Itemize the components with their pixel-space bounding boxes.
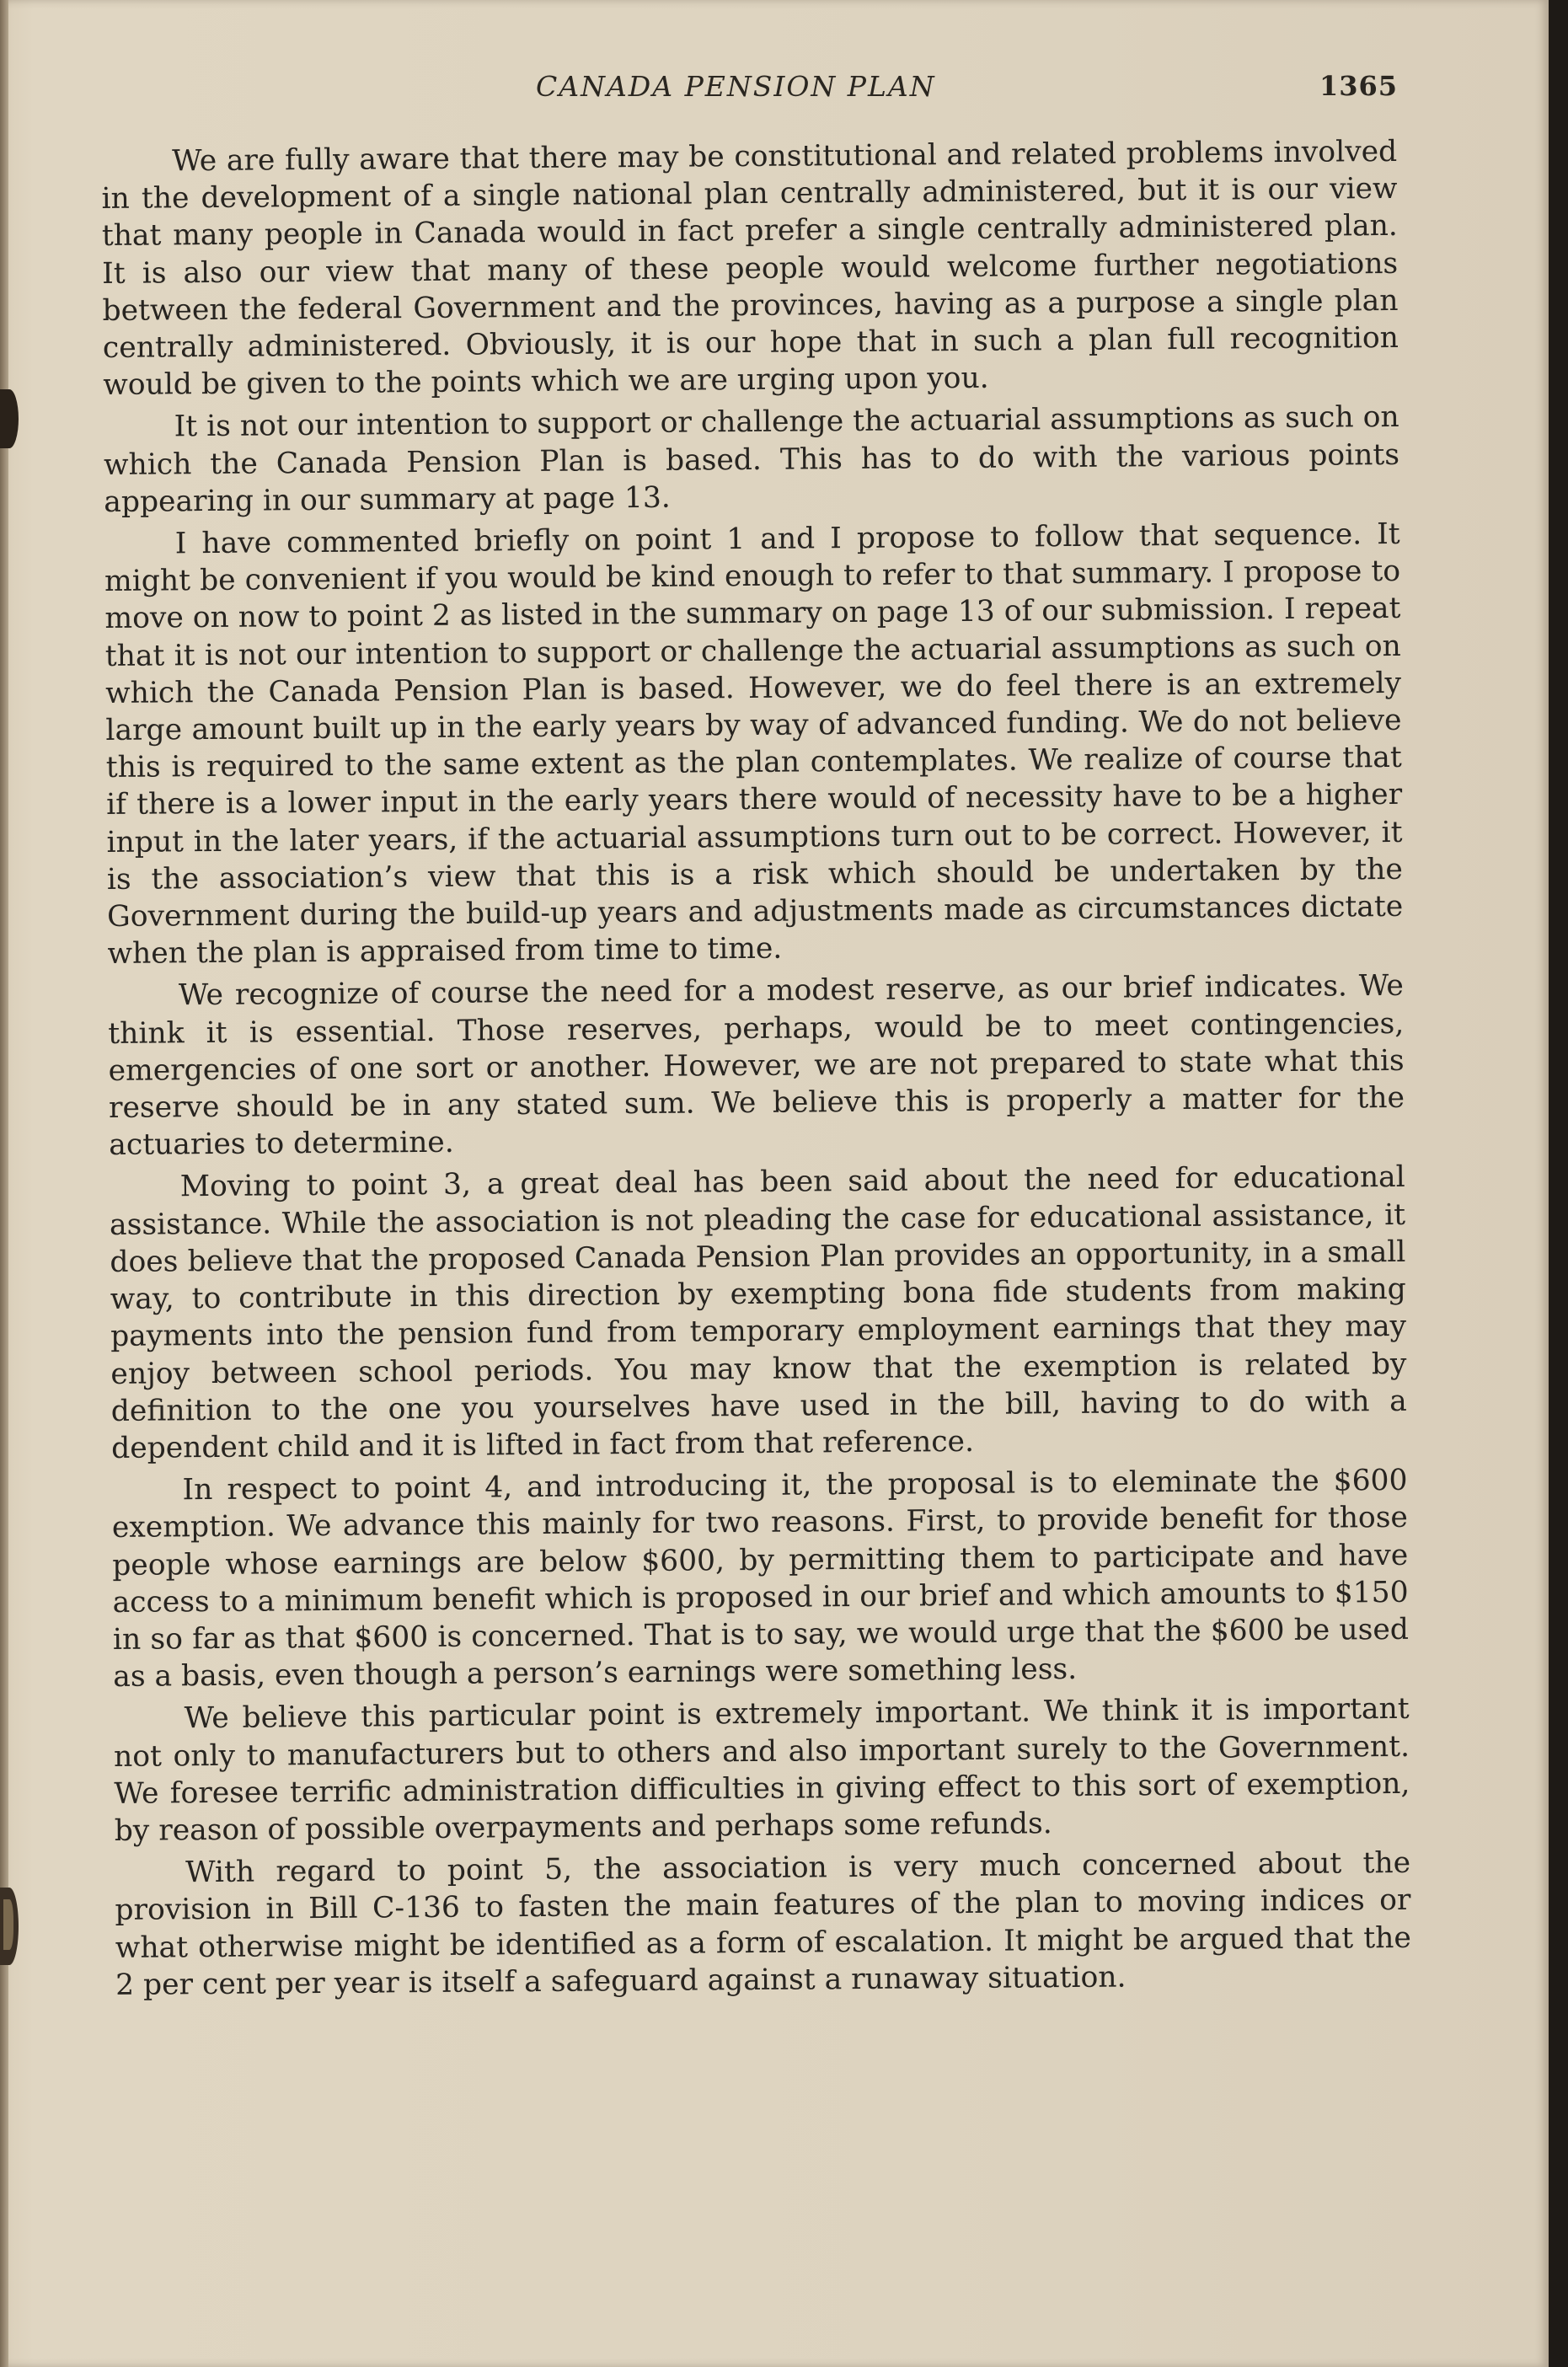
page-number: 1365	[1319, 70, 1399, 102]
paragraph: Moving to point 3, a great deal has been said about the need for educational assistance. While the association is not pleading the case for educational assistance, it does believe that the proposed Canada Pension Plan provides an opportunity, in a small way, to contribute in this direction by exempting bona fide students from making payments into the pension fund from temporary employment earnings that they may enjoy between school periods. You may know that the exemption is related by definition to the one you yourselves have used in the bill, having to do with a dependent child and it is lifted in fact from that reference.	[109, 1160, 1407, 1465]
page-binding-edge	[0, 0, 8, 2367]
paragraph: With regard to point 5, the association is very much concerned about the provision in Bill C-136 to fasten the main features of the plan to moving indices or what otherwise might be identified as a form of escalation. It might be argued that the 2 per cent per year is itself a safeguard against a runaway situation.	[115, 1845, 1411, 2002]
binding-ring-lower	[0, 1888, 19, 1965]
paragraph: We are fully aware that there may be constitutional and related problems involved in the development of a single national plan centrally administered, but it is our view that many people in Canada would in fact prefer a single centrally administered plan. It is also our view that many of these people would welcome further negotiations between the federal Government and the provinces, having as a purpose a single plan centrally administered. Obviously, it is our hope that in such a plan full recognition would be given to the points which we are urging upon you.	[101, 134, 1399, 403]
paragraph: We recognize of course the need for a modest reserve, as our brief indicates. We think it is essential. Those reserves, perhaps, would be to meet contingencies, emergencies of one sort or another. However, we are not prepared to state what this reserve should be in any stated sum. We believe this is properly a matter for the actuaries to determine.	[108, 969, 1405, 1163]
body-text	[101, 133, 1411, 2009]
paragraph: I have commented briefly on point 1 and I propose to follow that sequence. It might be convenient if you would be kind enough to refer to that summary. I propose to move on now to point 2 as listed in the summary on page 13 of our submission. I repeat that it is not our intention to support or challenge the actuarial assumptions as such on which the Canada Pension Plan is based. However, we do feel there is an extremely large amount built up in the early years by way of advanced funding. We do not believe this is required to the same extent as the plan contemplates. We realize of course that if there is a lower input in the early years there would of necessity have to be a higher input in the later years, if the actuarial assumptions turn out to be correct. However, it is the association’s view that this is a risk which should be undertaken by the Government during the build-up years and adjustments made as circumstances dictate when the plan is appraised from time to time.	[104, 517, 1404, 972]
paragraph: It is not our intention to support or challenge the actuarial assumptions as such on which the Canada Pension Plan is based. This has to do with the various points appearing in our summary at page 13.	[103, 400, 1400, 519]
paragraph: We believe this particular point is extremely important. We think it is important not only to manufacturers but to others and also important surely to the Government. We foresee terrific administration difficulties in giving effect to this sort of exemption, by reason of possible overpayments and perhaps some refunds.	[113, 1692, 1410, 1848]
binding-ring-upper	[0, 389, 19, 448]
page-header	[0, 70, 1549, 112]
paragraph: In respect to point 4, and introducing it, the proposal is to eleminate the $600 exemption. We advance this mainly for two reasons. First, to provide benefit for those people whose earnings are below $600, by permitting them to participate and have access to a minimum benefit which is proposed in our brief and which amounts to $150 in so far as that $600 is concerned. That is to say, we would urge that the $600 be used as a basis, even though a person’s earnings were something less.	[111, 1463, 1410, 1695]
running-head: CANADA PENSION PLAN	[536, 70, 936, 103]
